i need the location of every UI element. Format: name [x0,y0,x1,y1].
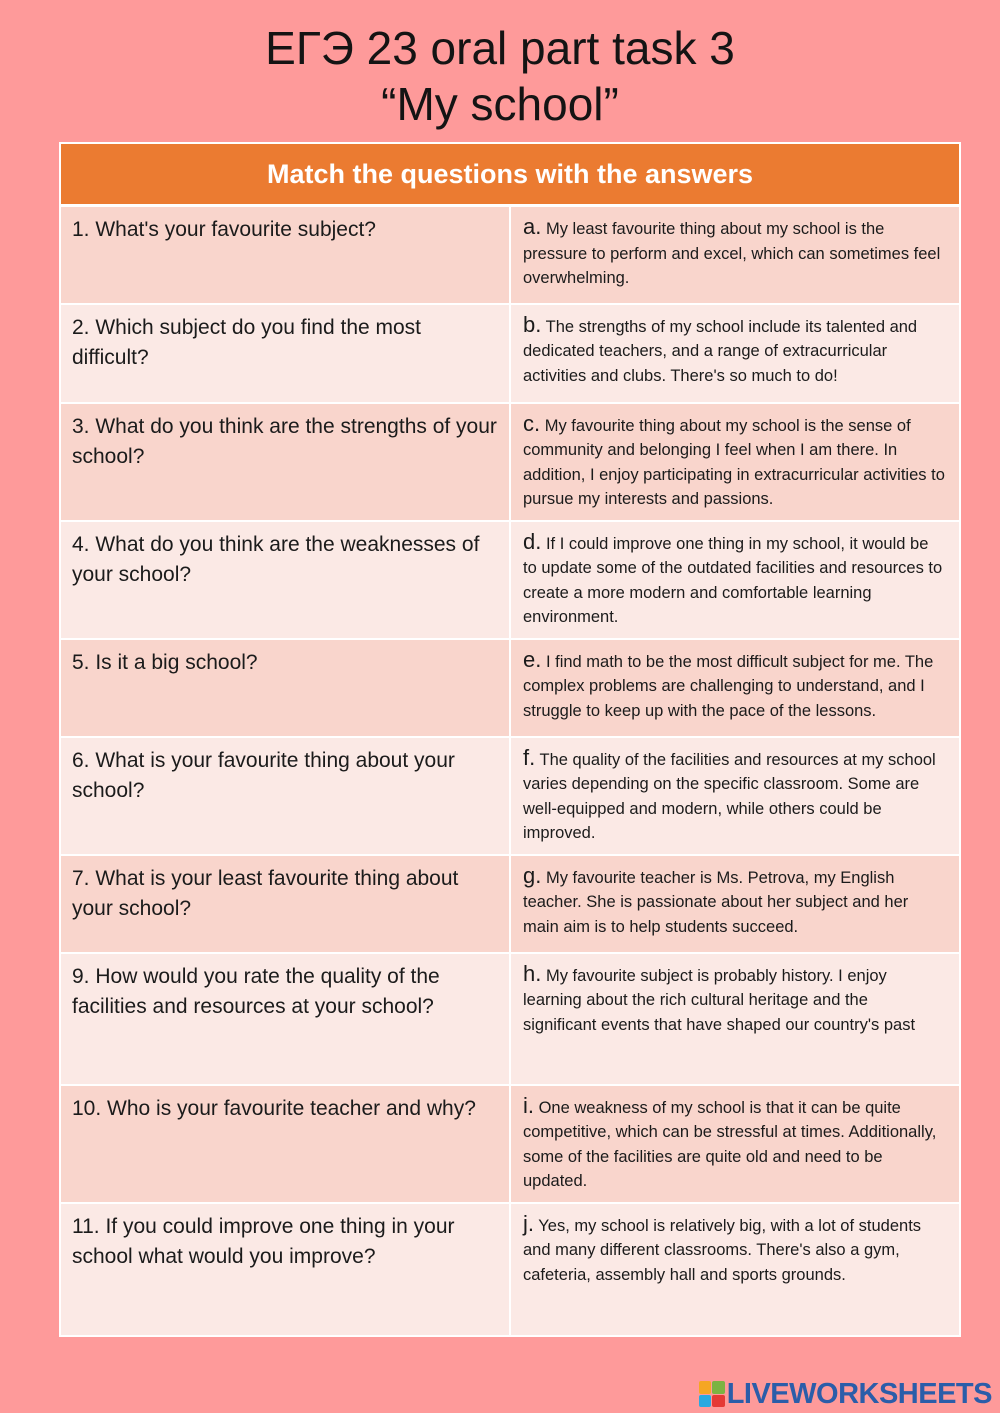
answer-letter: e. [523,646,542,672]
question-cell: 11. If you could improve one thing in your school what would you improve? [60,1203,510,1336]
table-header: Match the questions with the answers [60,143,960,206]
table-row [60,521,960,639]
table-row [60,639,960,737]
question-cell: 3. What do you think are the strengths of your school? [60,403,510,521]
answer-cell [510,639,960,737]
table-row [60,304,960,403]
logo-square-4 [712,1395,725,1408]
question-cell: 4. What do you think are the weaknesses of your school? [60,521,510,639]
answer-text: My favourite teacher is Ms. Petrova, my English teacher. She is passionate about her subject and her main aim is to help students succeed. [523,868,909,936]
logo-square-3 [699,1395,712,1408]
table-row [60,206,960,304]
question-cell: 7. What is your least favourite thing about your school? [60,855,510,953]
answer-cell [510,304,960,403]
answer-text: If I could improve one thing in my school, it would be to update some of the outdated facilities and resources to create a more modern and comfortable learning environment. [523,534,943,626]
answer-text: My favourite thing about my school is the sense of community and belonging I feel when I am there. In addition, I enjoy participating in extracurricular activities to pursue my interests and passions. [523,416,945,508]
answer-letter: f. [523,744,536,770]
answer-cell [510,855,960,953]
answer-text: My least favourite thing about my school is the pressure to perform and excel, which can sometimes feel overwhelming. [523,220,941,287]
table-row [60,403,960,521]
answer-cell [510,521,960,639]
answer-letter: h. [523,960,542,986]
title-line-2: “My school” [381,78,619,130]
answer-letter: i. [523,1092,534,1118]
liveworksheets-logo-icon [699,1381,725,1407]
question-cell: 6. What is your favourite thing about your school? [60,737,510,855]
liveworksheets-logo [699,1379,992,1409]
question-cell: 10. Who is your favourite teacher and why? [60,1085,510,1203]
question-cell: 5. Is it a big school? [60,639,510,737]
question-cell: 9. How would you rate the quality of the facilities and resources at your school? [60,953,510,1085]
answer-letter: j. [523,1210,534,1236]
answer-letter: a. [523,214,542,239]
title-line-1: ЕГЭ 23 oral part task 3 [265,22,735,74]
answer-text: I find math to be the most difficult subject for me. The complex problems are challenging to understand, and I struggle to keep up with the pace of the lessons. [523,652,934,720]
answer-cell [510,1085,960,1203]
answer-text: My favourite subject is probably history. I enjoy learning about the rich cultural heritage and the significant events that have shaped our country's past [523,966,916,1034]
answer-letter: d. [523,528,542,554]
answer-letter: c. [523,410,541,436]
answer-text: Yes, my school is relatively big, with a lot of students and many different classrooms. There's also a gym, cafeteria, assembly hall and sports grounds. [523,1216,922,1284]
matching-table [59,142,961,1337]
answer-letter: b. [523,311,542,337]
answer-text: One weakness of my school is that it can be quite competitive, which can be stressful at times. Additionally, some of the facilities are quite old and need to be updated. [523,1098,937,1190]
answer-cell [510,953,960,1085]
table-row [60,855,960,953]
logo-text: LIVEWORKSHEETS [726,1377,992,1410]
answer-text: The strengths of my school include its talented and dedicated teachers, and a range of extracurricular activities and clubs. There's so much to do! [523,317,918,385]
table-header-row [60,143,960,206]
table-row [60,737,960,855]
answer-cell [510,737,960,855]
page-title [0,20,1000,132]
logo-square-2 [712,1381,725,1394]
question-cell: 1. What's your favourite subject? [60,206,510,304]
table-row [60,1203,960,1336]
answer-cell [510,403,960,521]
question-cell: 2. Which subject do you find the most difficult? [60,304,510,403]
table-row [60,953,960,1085]
table-row [60,1085,960,1203]
answer-letter: g. [523,862,542,888]
answer-text: The quality of the facilities and resources at my school varies depending on the specific classroom. Some are well-equipped and modern, while others could be improved. [523,750,936,842]
logo-square-1 [699,1381,712,1394]
answer-cell [510,206,960,304]
answer-cell [510,1203,960,1336]
